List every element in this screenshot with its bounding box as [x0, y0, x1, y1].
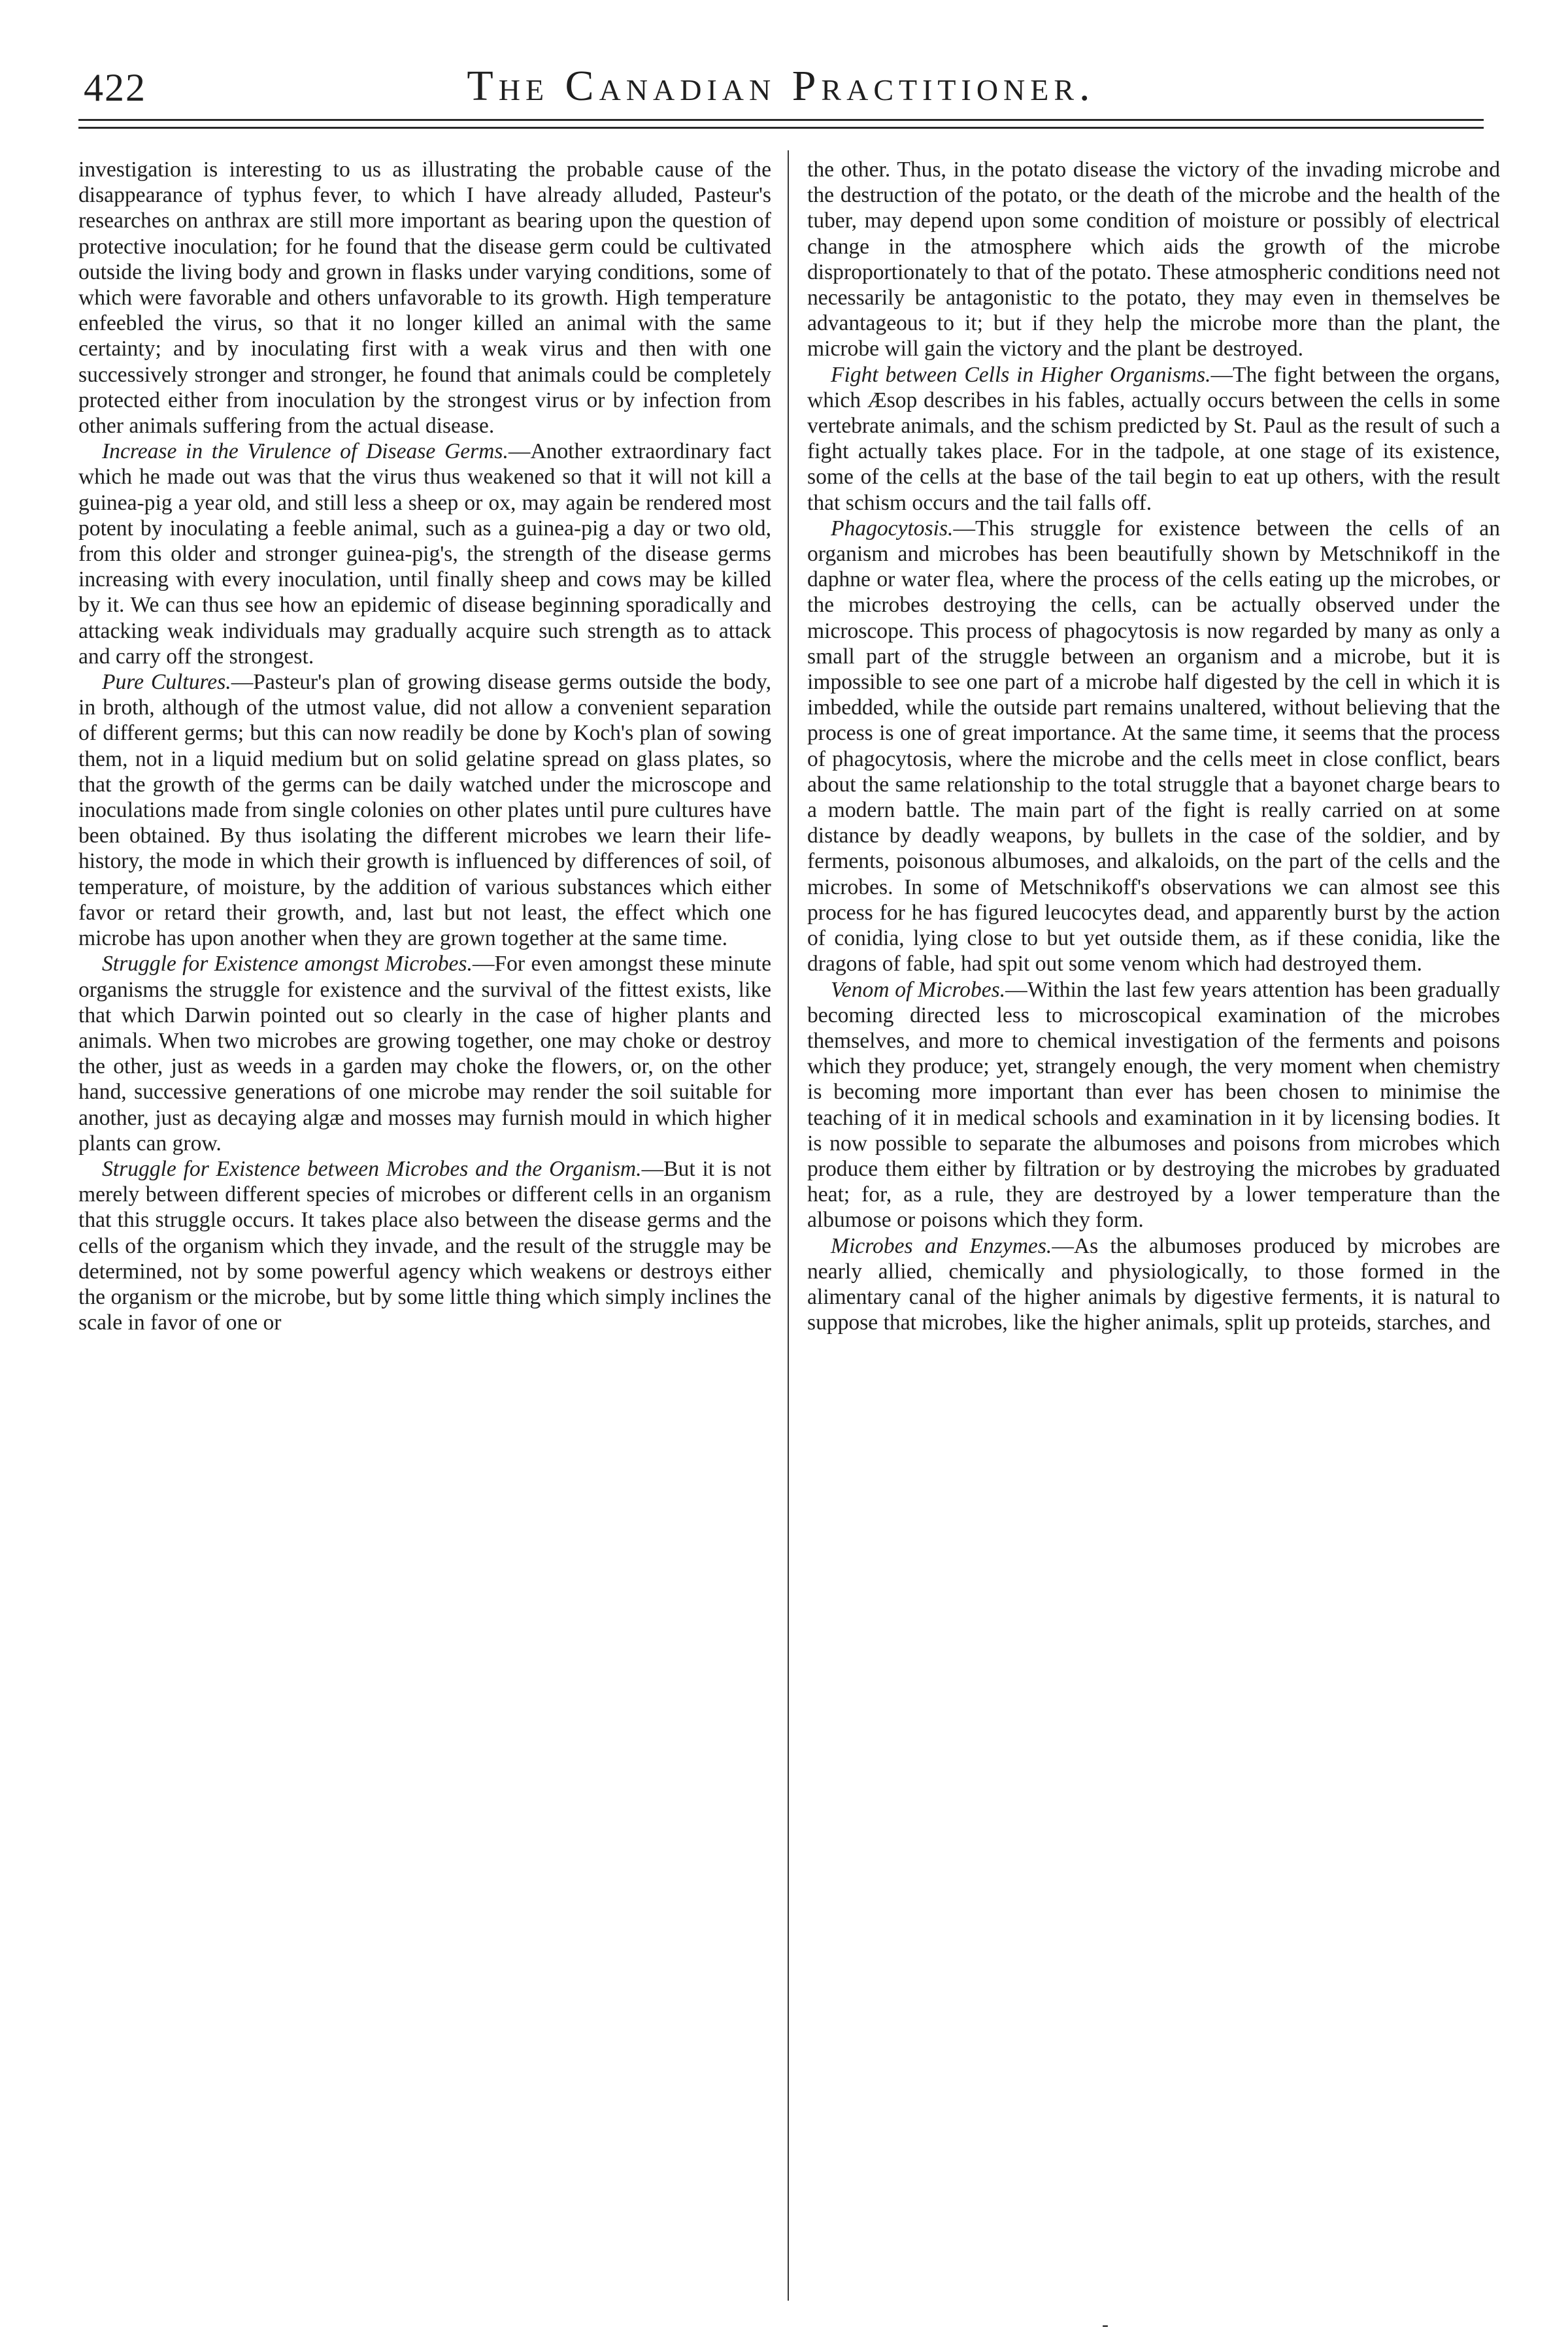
paragraph-text: For even amongst these minute organisms the struggle for existence and the survival of the fittest exists, like that which Darwin pointed out so clearly in the case of higher plants and animals. When two microbes are growing together, one may choke or destroy the other, just as weeds in a garden may choke the flowers, or, on the other hand, successive generations of one microbe may render the soil suitable for another, just as decaying algæ and mosses may furnish mould in which higher plants can grow.: [78, 952, 771, 1156]
paragraph-text: As the albumoses produced by microbes are nearly allied, chemically and physiologically, to those formed in the alimentary canal of the higher animals by digestive ferments, it is natural to suppose that microbes, like the higher animals, split up proteids, starches, and: [807, 1233, 1500, 1335]
right-column: [807, 157, 1500, 1335]
paragraph-text: Another extraordinary fact which he made out was that the virus thus weakened so that it will not kill a guinea-pig a year old, and still less a sheep or ox, may again be rendered most potent by inoculating a feeble animal, such as a guinea-pig a day or two old, from this older and stronger guinea-pig's, the strength of the disease germs increasing with every inoculation, until finally sheep and cows may be killed by it. We can thus see how an epidemic of disease beginning sporadically and attacking weak individuals may gradually acquire such strength as to attack and carry off the strongest.: [78, 439, 771, 669]
paragraph-text: The fight between the organs, which Æsop describes in his fables, actually occurs between the cells in some vertebrate animals, and the schism predicted by St. Paul as the result of such a fight actually takes place. For in the tadpole, at one stage of its existence, some of the cells at the base of the tail begin to eat up others, with the result that schism occurs and the tail falls off.: [807, 362, 1500, 515]
header-rule-bottom: [78, 127, 1484, 129]
section-heading: Increase in the Virulence of Disease Germs.: [102, 439, 509, 464]
page-number: 422: [84, 66, 146, 109]
paragraph: [807, 157, 1500, 362]
paragraph: Fight between Cells in Higher Organisms.—The fight between the organs, which Æsop describes in his fables, actually occurs between the cells in some vertebrate animals, and the schism predicted by St. Paul as the result of such a fight actually takes place. For in the tadpole, at one stage of its existence, some of the cells at the base of the tail begin to eat up others, with the result that schism occurs and the tail falls off.: [807, 362, 1500, 515]
section-heading: Microbes and Enzymes.: [831, 1233, 1052, 1258]
section-heading: Venom of Microbes.: [831, 977, 1006, 1002]
column-divider: [788, 150, 789, 2301]
section-heading: Pure Cultures.: [102, 670, 231, 695]
running-header: [78, 46, 1484, 124]
paragraph: Increase in the Virulence of Disease Germs.—Another extraordinary fact which he made out was that the virus thus weakened so that it will not kill a guinea-pig a year old, and still less a sheep or ox, may again be rendered most potent by inoculating a feeble animal, such as a guinea-pig a day or two old, from this older and stronger guinea-pig's, the strength of the disease germs increasing with every inoculation, until finally sheep and cows may be killed by it. We can thus see how an epidemic of disease beginning sporadically and attacking weak individuals may gradually acquire such strength as to attack and carry off the strongest.: [78, 439, 771, 669]
paragraph: Microbes and Enzymes.—As the albumoses produced by microbes are nearly allied, chemically and physiologically, to those formed in the alimentary canal of the higher animals by digestive ferments, it is natural to suppose that microbes, like the higher animals, split up proteids, starches, and: [807, 1233, 1500, 1335]
paragraph: Pure Cultures.—Pasteur's plan of growing disease germs outside the body, in broth, although of the utmost value, did not allow a convenient separation of different germs; but this can now readily be done by Koch's plan of sowing them, not in a liquid medium but on solid gelatine spread on glass plates, so that the growth of the germs can be daily watched under the microscope and inoculations made from single colonies on other plates until pure cultures have been obtained. By thus isolating the different microbes we learn their life-history, the mode in which their growth is influenced by differences of soil, of temperature, of moisture, by the addition of various substances which either favor or retard their growth, and, last but not least, the effect which one microbe has upon another when they are grown together at the same time.: [78, 670, 771, 951]
paragraph-text: But it is not merely between different species of microbes or different cells in an organism that this struggle occurs. It takes place also between the disease germs and the cells of the organism which they invade, and the result of the struggle may be determined, not by some powerful agency which weakens or destroys either the organism or the microbe, but by some little thing which simply inclines the scale in favor of one or: [78, 1156, 771, 1335]
section-heading: Struggle for Existence amongst Microbes.: [102, 952, 473, 976]
paragraph: [78, 157, 771, 439]
paragraph: Venom of Microbes.—Within the last few years attention has been gradually becoming directed less to microscopical examination of the microbes themselves, and more to chemical investigation of the ferments and poisons which they produce; yet, strangely enough, the very moment when chemistry is becoming more important than ever has been chosen to minimise the teaching of it in medical schools and examination in it by licensing bodies. It is now possible to separate the albumoses and poisons from microbes which produce them either by filtration or by destroying the microbes by graduated heat; for, as a rule, they are destroyed by a lower temperature than the albumose or poisons which they form.: [807, 977, 1500, 1233]
paragraph-text: the other. Thus, in the potato disease the victory of the invading microbe and the destruction of the potato, or the death of the microbe and the health of the tuber, may depend upon some condition of moisture or possibly of electrical change in the atmosphere which aids the growth of the microbe disproportionately to that of the potato. These atmospheric conditions need not necessarily be antagonistic to the potato, they may even in themselves be advantageous to it; but if they help the microbe more than the plant, the microbe will gain the victory and the plant be destroyed.: [807, 158, 1500, 361]
paragraph-text: This struggle for existence between the cells of an organism and microbes has been beautifully shown by Metschnikoff in the daphne or water flea, where the process of the cells eating up the microbes, or the microbes destroying the cells, can be actually observed under the microscope. This process of phagocytosis is now regarded by many as only a small part of the struggle between an organism and a microbe, but it is impossible to see one part of a microbe half digested by the cell in which it is imbedded, while the outside part remains unaltered, without believing that the process is one of great importance. At the same time, it seems that the process of phagocytosis, where the microbe and the cells meet in close conflict, bears about the same relationship to the total struggle that a bayonet charge bears to a modern battle. The main part of the fight is really carried on at some distance by deadly weapons, by bullets in the case of the soldier, and by ferments, poisonous albumoses, and alkaloids, on the part of the cells and the microbes. In some of Metschnikoff's observations we can almost see this process for he has figured leucocytes dead, and apparently burst by the action of conidia, lying close to but yet outside them, as if these conidia, like the dragons of fable, had spit out some venom which had destroyed them.: [807, 516, 1500, 976]
footer-mark: -: [1102, 2314, 1109, 2335]
section-heading: Phagocytosis.: [831, 516, 954, 541]
journal-title: The Canadian Practitioner.: [467, 62, 1095, 110]
left-column: [78, 157, 771, 1335]
paragraph-text: Pasteur's plan of growing disease germs outside the body, in broth, although of the utmost value, did not allow a convenient separation of different germs; but this can now readily be done by Koch's plan of sowing them, not in a liquid medium but on solid gelatine spread on glass plates, so that the growth of the germs can be daily watched under the microscope and inoculations made from single colonies on other plates until pure cultures have been obtained. By thus isolating the different microbes we learn their life-history, the mode in which their growth is influenced by differences of soil, of temperature, of moisture, by the addition of various substances which either favor or retard their growth, and, last but not least, the effect which one microbe has upon another when they are grown together at the same time.: [78, 670, 771, 951]
section-heading: Struggle for Existence between Microbes and the Organism.: [102, 1156, 642, 1181]
paragraph: Struggle for Existence amongst Microbes.—For even amongst these minute organisms the struggle for existence and the survival of the fittest exists, like that which Darwin pointed out so clearly in the case of higher plants and animals. When two microbes are growing together, one may choke or destroy the other, just as weeds in a garden may choke the flowers, or, on the other hand, successive generations of one microbe may render the soil suitable for another, just as decaying algæ and mosses may furnish mould in which higher plants can grow.: [78, 952, 771, 1156]
paragraph-text: Within the last few years attention has been gradually becoming directed less to microscopical examination of the microbes themselves, and more to chemical investigation of the ferments and poisons which they produce; yet, strangely enough, the very moment when chemistry is becoming more important than ever has been chosen to minimise the teaching of it in medical schools and examination in it by licensing bodies. It is now possible to separate the albumoses and poisons from microbes which produce them either by filtration or by destroying the microbes by graduated heat; for, as a rule, they are destroyed by a lower temperature than the albumose or poisons which they form.: [807, 977, 1500, 1233]
paragraph: Struggle for Existence between Microbes and the Organism.—But it is not merely between different species of microbes or different cells in an organism that this struggle occurs. It takes place also between the disease germs and the cells of the organism which they invade, and the result of the struggle may be determined, not by some powerful agency which weakens or destroys either the organism or the microbe, but by some little thing which simply inclines the scale in favor of one or: [78, 1156, 771, 1335]
header-rule-top: [78, 119, 1484, 121]
paragraph: Phagocytosis.—This struggle for existence between the cells of an organism and microbes has been beautifully shown by Metschnikoff in the daphne or water flea, where the process of the cells eating up the microbes, or the microbes destroying the cells, can be actually observed under the microscope. This process of phagocytosis is now regarded by many as only a small part of the struggle between an organism and a microbe, but it is impossible to see one part of a microbe half digested by the cell in which it is imbedded, while the outside part remains unaltered, without believing that the process is one of great importance. At the same time, it seems that the process of phagocytosis, where the microbe and the cells meet in close conflict, bears about the same relationship to the total struggle that a bayonet charge bears to a modern battle. The main part of the fight is really carried on at some distance by deadly weapons, by bullets in the case of the soldier, and by ferments, poisonous albumoses, and alkaloids, on the part of the cells and the microbes. In some of Metschnikoff's observations we can almost see this process for he has figured leucocytes dead, and apparently burst by the action of conidia, lying close to but yet outside them, as if these conidia, like the dragons of fable, had spit out some venom which had destroyed them.: [807, 516, 1500, 976]
section-heading: Fight between Cells in Higher Organisms.: [831, 362, 1211, 387]
paragraph-text: investigation is interesting to us as illustrating the probable cause of the disappearance of typhus fever, to which I have already alluded, Pasteur's researches on anthrax are still more important as bearing upon the question of protective inoculation; for he found that the disease germ could be cultivated outside the living body and grown in flasks under varying conditions, some of which were favorable and others unfavorable to its growth. High temperature enfeebled the virus, so that it no longer killed an animal with the same certainty; and by inoculating first with a weak virus and then with one successively stronger and stronger, he found that animals could be completely protected either from inoculation by the strongest virus or by infection from other animals suffering from the actual disease.: [78, 158, 771, 439]
